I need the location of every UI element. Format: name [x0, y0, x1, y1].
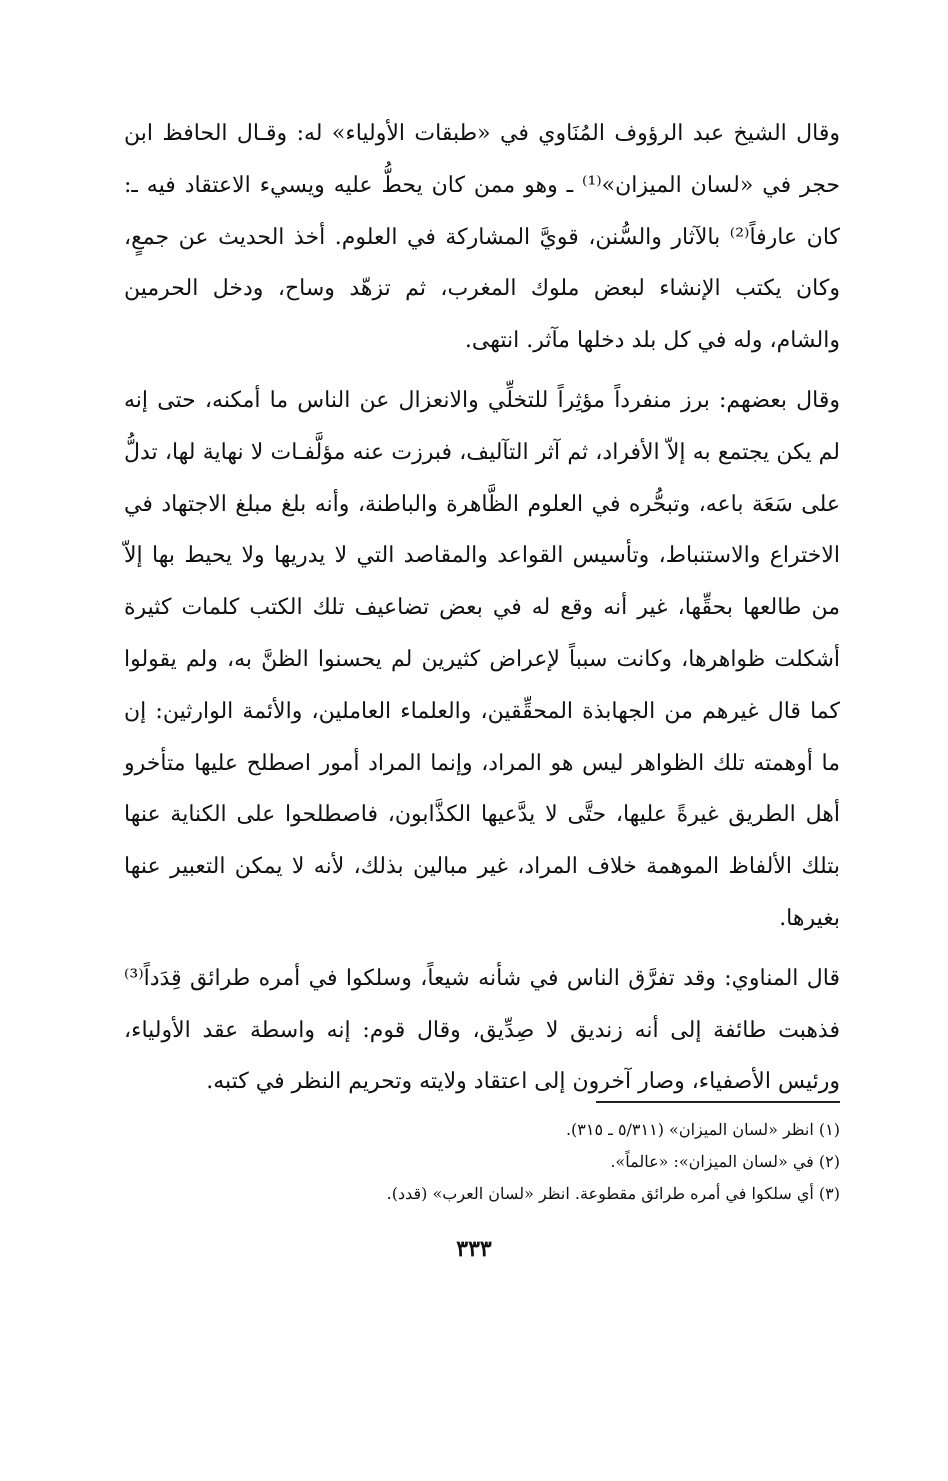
page-number: ٣٣٣	[456, 1236, 492, 1262]
footnote-1: (١) انظر «لسان الميزان» (٥/٣١١ ـ ٣١٥).	[565, 1120, 840, 1139]
footnote-divider	[596, 1101, 840, 1103]
footnote-3: (٣) أي سلكوا في أمره طرائق مقطوعة. انظر «لسان العرب» (قدد).	[386, 1184, 840, 1203]
paragraph-3: قال المناوي: وقد تفرَّق الناس في شأنه شيعاً، وسلكوا في أمره طرائق قِدَداً⁽³⁾ فذهبت طائفة إلى أنه زنديق لا صِدِّيق، وقال قوم: إنه واسطة عقد الأولياء، ورئيس الأصفياء، وصار آخرون إلى اعتقاد ولايته وتحريم النظر في كتبه.	[124, 965, 840, 1095]
paragraph-1: وقال الشيخ عبد الرؤوف المُنَاوي في «طبقات الأولياء» له: وقـال الحافظ ابن حجر في «لسان الميزان»⁽¹⁾ ـ وهو ممن كان يحطُّ عليه ويسيء الاعتقاد فيه ـ: كان عارفاً⁽²⁾ بالآثار والسُّنن، قويَّ المشاركة في العلوم. أخذ الحديث عن جمعٍ، وكان يكتب الإنشاء لبعض ملوك المغرب، ثم تزهّد وساح، ودخل الحرمين والشام، وله في كل بلد دخلها مآثر. انتهى.	[124, 121, 841, 354]
footnotes	[124, 1114, 840, 1210]
footnote-2: (٢) في «لسان الميزان»: «عالماً».	[610, 1152, 840, 1171]
paragraph-2: وقال بعضهم: برز منفرداً مؤثِراً للتخلِّي والانعزال عن الناس ما أمكنه، حتى إنه لم يكن يجتمع به إلاّ الأفراد، ثم آثر التآليف، فبرزت عنه مؤلَّفـات لا نهاية لها، تدلُّ على سَعَة باعه، وتبحُّره في العلوم الظَّاهرة والباطنة، وأنه بلغ مبلغ الاجتهاد في الاختراع والاستنباط، وتأسيس القواعد والمقاصد التي لا يدريها ولا يحيط بها إلاّ من طالعها بحقِّها، غير أنه وقع له في بعض تضاعيف تلك الكتب كلمات كثيرة أشكلت ظواهرها، وكانت سبباً لإعراض كثيرين لم يحسنوا الظنَّ به، ولم يقولوا كما قال غيرهم من الجهابذة المحقِّقين، والعلماء العاملين، والأئمة الوارثين: إن ما أوهمته تلك الظواهر ليس هو المراد، وإنما المراد أمور اصطلح عليها متأخرو أهل الطريق غيرةً عليها، حتَّى لا يدَّعيها الكذَّابون، فاصطلحوا على الكناية عنها بتلك الألفاظ الموهمة خلاف المراد، غير مبالين بذلك، لأنه لا يمكن التعبير عنها بغيرها.	[124, 387, 840, 931]
main-text-body	[124, 108, 840, 1108]
